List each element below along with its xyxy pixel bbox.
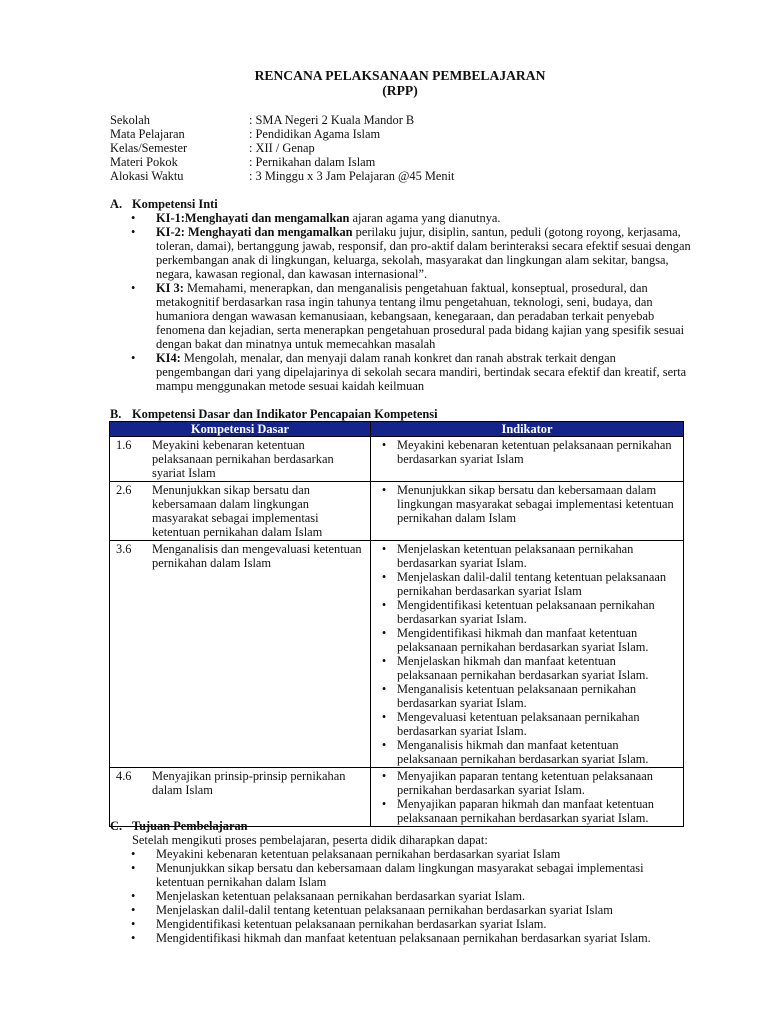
kd-text: Menganalisis dan mengevaluasi ketentuan pernikahan dalam Islam (152, 542, 362, 570)
bullet-icon: • (131, 281, 136, 295)
indikator-text: Menjelaskan ketentuan pelaksanaan pernikahan berdasarkan syariat Islam. (397, 542, 634, 570)
indikator-text: Menganalisis ketentuan pelaksanaan pernikahan berdasarkan syariat Islam. (397, 682, 637, 710)
indikator-cell (371, 541, 684, 768)
indikator-item (371, 682, 683, 710)
indikator-text: Menyajikan paparan hikmah dan manfaat ketentuan pelaksanaan pernikahan berdasarkan syariat Islam. (397, 797, 655, 825)
info-label: Alokasi Waktu (110, 169, 184, 183)
kd-cell (110, 482, 371, 541)
bullet-icon: • (131, 351, 136, 365)
tujuan-item (131, 903, 691, 917)
info-row (110, 127, 455, 141)
bullet-icon: • (381, 542, 387, 556)
indikator-text: Menunjukkan sikap bersatu dan kebersamaan dalam lingkungan masyarakat sebagai implementasi ketentuan pernikahan dalam Islam (397, 483, 674, 525)
section-a-letter: A. (110, 197, 123, 211)
bullet-icon: • (381, 483, 387, 497)
ki-description: perilaku jujur, disiplin, santun, peduli (gotong royong, kerjasama, toleran, damai), bertanggung jawab, responsif, dan pro-aktif dalam berinteraksi secara efektif sesuai dengan perkembangan anak di lingkungan, keluarga, sekolah, masyarakat dan lingkungan alam sekitar, bangsa, negara, kawasan regional, dan kawasan internasional”. (156, 225, 691, 281)
bullet-icon: • (381, 769, 387, 783)
tujuan-text: Menunjukkan sikap bersatu dan kebersamaan dalam lingkungan masyarakat sebagai implementasi ketentuan pernikahan dalam Islam (156, 861, 644, 889)
indikator-text: Menganalisis hikmah dan manfaat ketentuan pelaksanaan pernikahan berdasarkan syariat Islam. (397, 738, 649, 766)
ki-text (156, 211, 693, 225)
table-row (110, 437, 684, 482)
ki-item (131, 351, 693, 393)
kompetensi-inti-list (131, 211, 693, 393)
indikator-item (371, 542, 683, 570)
kd-text: Menyajikan prinsip-prinsip pernikahan dalam Islam (152, 769, 346, 797)
indikator-item (371, 483, 683, 525)
info-value: : SMA Negeri 2 Kuala Mandor B (249, 113, 415, 127)
tujuan-text: Menjelaskan dalil-dalil tentang ketentuan pelaksanaan pernikahan berdasarkan syariat Islam (156, 903, 613, 917)
bullet-icon: • (131, 903, 136, 917)
bullet-icon: • (131, 931, 136, 945)
kd-text: Menunjukkan sikap bersatu dan kebersamaan dalam lingkungan masyarakat sebagai implementasi ketentuan pernikahan dalam Islam (152, 483, 323, 539)
table-row (110, 768, 684, 827)
bullet-icon: • (381, 438, 387, 452)
bullet-icon: • (131, 917, 136, 931)
info-row (110, 141, 455, 155)
indikator-item (371, 654, 683, 682)
indikator-text: Mengidentifikasi ketentuan pelaksanaan pernikahan berdasarkan syariat Islam. (397, 598, 655, 626)
document-title: RENCANA PELAKSANAAN PEMBELAJARAN (254, 68, 546, 83)
info-value: : Pendidikan Agama Islam (249, 127, 381, 141)
ki-description: Mengolah, menalar, dan menyaji dalam ranah konkret dan ranah abstrak terkait dengan pengembangan dari yang dipelajarinya di sekolah secara mandiri, bertindak secara efektif dan kreatif, serta mampu menggunakan metode sesuai kaidah keilmuan (156, 351, 687, 393)
info-row (110, 169, 455, 183)
ki-text (156, 351, 693, 393)
info-value: : 3 Minggu x 3 Jam Pelajaran @45 Menit (249, 169, 455, 183)
section-b-letter: B. (110, 407, 122, 421)
col-header-indikator: Indikator (371, 422, 684, 437)
kd-content (110, 438, 370, 480)
info-row (110, 113, 455, 127)
ki-label: KI4: (156, 351, 181, 365)
indikator-text: Menjelaskan hikmah dan manfaat ketentuan pelaksanaan pernikahan berdasarkan syariat Islam. (397, 654, 649, 682)
bullet-icon: • (381, 570, 387, 584)
ki-item (131, 211, 693, 225)
info-value: : Pernikahan dalam Islam (249, 155, 376, 169)
tujuan-item (131, 847, 691, 861)
indikator-item (371, 626, 683, 654)
kd-number: 2.6 (116, 483, 132, 497)
info-row (110, 155, 455, 169)
kd-cell (110, 768, 371, 827)
indikator-cell (371, 768, 684, 827)
ki-label: KI 3: (156, 281, 184, 295)
tujuan-item (131, 889, 691, 903)
kd-cell (110, 541, 371, 768)
info-label: Kelas/Semester (110, 141, 188, 155)
indikator-cell (371, 437, 684, 482)
kd-content (110, 483, 370, 539)
info-label: Materi Pokok (110, 155, 178, 169)
tujuan-text: Menjelaskan ketentuan pelaksanaan pernikahan berdasarkan syariat Islam. (156, 889, 526, 903)
section-a-heading (110, 197, 218, 211)
section-a-title: Kompetensi Inti (132, 197, 218, 211)
ki-text (156, 281, 693, 351)
indikator-text: Menjelaskan dalil-dalil tentang ketentuan pelaksanaan pernikahan berdasarkan syariat Islam (397, 570, 667, 598)
col-header-kd: Kompetensi Dasar (110, 422, 371, 437)
ki-item (131, 281, 693, 351)
bullet-icon: • (131, 225, 136, 239)
indikator-text: Mengevaluasi ketentuan pelaksanaan pernikahan berdasarkan syariat Islam. (397, 710, 640, 738)
indikator-item (371, 769, 683, 797)
kd-number: 4.6 (116, 769, 132, 783)
bullet-icon: • (381, 797, 387, 811)
ki-description: Memahami, menerapkan, dan menganalisis pengetahuan faktual, konseptual, prosedural, dan metakognitif berdasarkan rasa ingin tahunya tentang ilmu pengetahuan, teknologi, seni, budaya, dan humaniora dengan wawasan kemanusiaan, kebangsaan, kenegaraan, dan peradaban terkait penyebab fenomena dan kejadian, serta menerapkan pengetahuan prosedural pada bidang kajian yang spesifik sesuai dengan bakat dan minatnya untuk memecahkan masalah (156, 281, 685, 351)
table-row (110, 541, 684, 768)
indikator-text: Mengidentifikasi hikmah dan manfaat ketentuan pelaksanaan pernikahan berdasarkan syariat Islam. (397, 626, 649, 654)
info-label: Mata Pelajaran (110, 127, 185, 141)
table-row (110, 482, 684, 541)
kd-cell (110, 437, 371, 482)
tujuan-text: Mengidentifikasi ketentuan pelaksanaan pernikahan berdasarkan syariat Islam. (156, 917, 547, 931)
indikator-text: Meyakini kebenaran ketentuan pelaksanaan pernikahan berdasarkan syariat Islam (397, 438, 672, 466)
tujuan-intro: Setelah mengikuti proses pembelajaran, peserta didik diharapkan dapat: (132, 833, 488, 847)
kd-number: 3.6 (116, 542, 132, 556)
tujuan-list (131, 847, 691, 945)
bullet-icon: • (381, 710, 387, 724)
ki-description: ajaran agama yang dianutnya. (349, 211, 501, 225)
kd-content (110, 769, 370, 797)
bullet-icon: • (381, 654, 387, 668)
table-header-row (110, 422, 684, 437)
indikator-item (371, 570, 683, 598)
ki-text (156, 225, 693, 281)
info-value: : XII / Genap (249, 141, 315, 155)
tujuan-item (131, 931, 691, 945)
tujuan-text: Mengidentifikasi hikmah dan manfaat ketentuan pelaksanaan pernikahan berdasarkan syariat Islam. (156, 931, 651, 945)
bullet-icon: • (381, 738, 387, 752)
tujuan-item (131, 861, 691, 889)
indikator-item (371, 710, 683, 738)
kd-text: Meyakini kebenaran ketentuan pelaksanaan pernikahan berdasarkan syariat Islam (152, 438, 334, 480)
indikator-text: Menyajikan paparan tentang ketentuan pelaksanaan pernikahan berdasarkan syariat Islam. (397, 769, 653, 797)
bullet-icon: • (131, 889, 136, 903)
bullet-icon: • (381, 682, 387, 696)
bullet-icon: • (131, 847, 136, 861)
section-c-letter: C. (110, 819, 123, 833)
indikator-cell (371, 482, 684, 541)
indikator-item (371, 738, 683, 766)
indikator-item (371, 598, 683, 626)
identity-block (110, 113, 455, 183)
bullet-icon: • (131, 211, 136, 225)
ki-item (131, 225, 693, 281)
document-subtitle: (RPP) (382, 83, 418, 98)
info-label: Sekolah (110, 113, 150, 127)
section-c-title: Tujuan Pembelajaran (132, 819, 248, 833)
kd-indikator-table (109, 421, 684, 827)
indikator-item (371, 797, 683, 825)
bullet-icon: • (381, 626, 387, 640)
bullet-icon: • (381, 598, 387, 612)
indikator-item (371, 438, 683, 466)
ki-label: KI-2: Menghayati dan mengamalkan (156, 225, 353, 239)
section-c-heading (110, 819, 248, 833)
tujuan-item (131, 917, 691, 931)
ki-label: KI-1:Menghayati dan mengamalkan (156, 211, 350, 225)
bullet-icon: • (131, 861, 136, 875)
kd-content (110, 542, 370, 570)
kd-number: 1.6 (116, 438, 132, 452)
section-b-heading (110, 407, 438, 421)
section-b-title: Kompetensi Dasar dan Indikator Pencapaian Kompetensi (132, 407, 438, 421)
tujuan-text: Meyakini kebenaran ketentuan pelaksanaan pernikahan berdasarkan syariat Islam (156, 847, 561, 861)
